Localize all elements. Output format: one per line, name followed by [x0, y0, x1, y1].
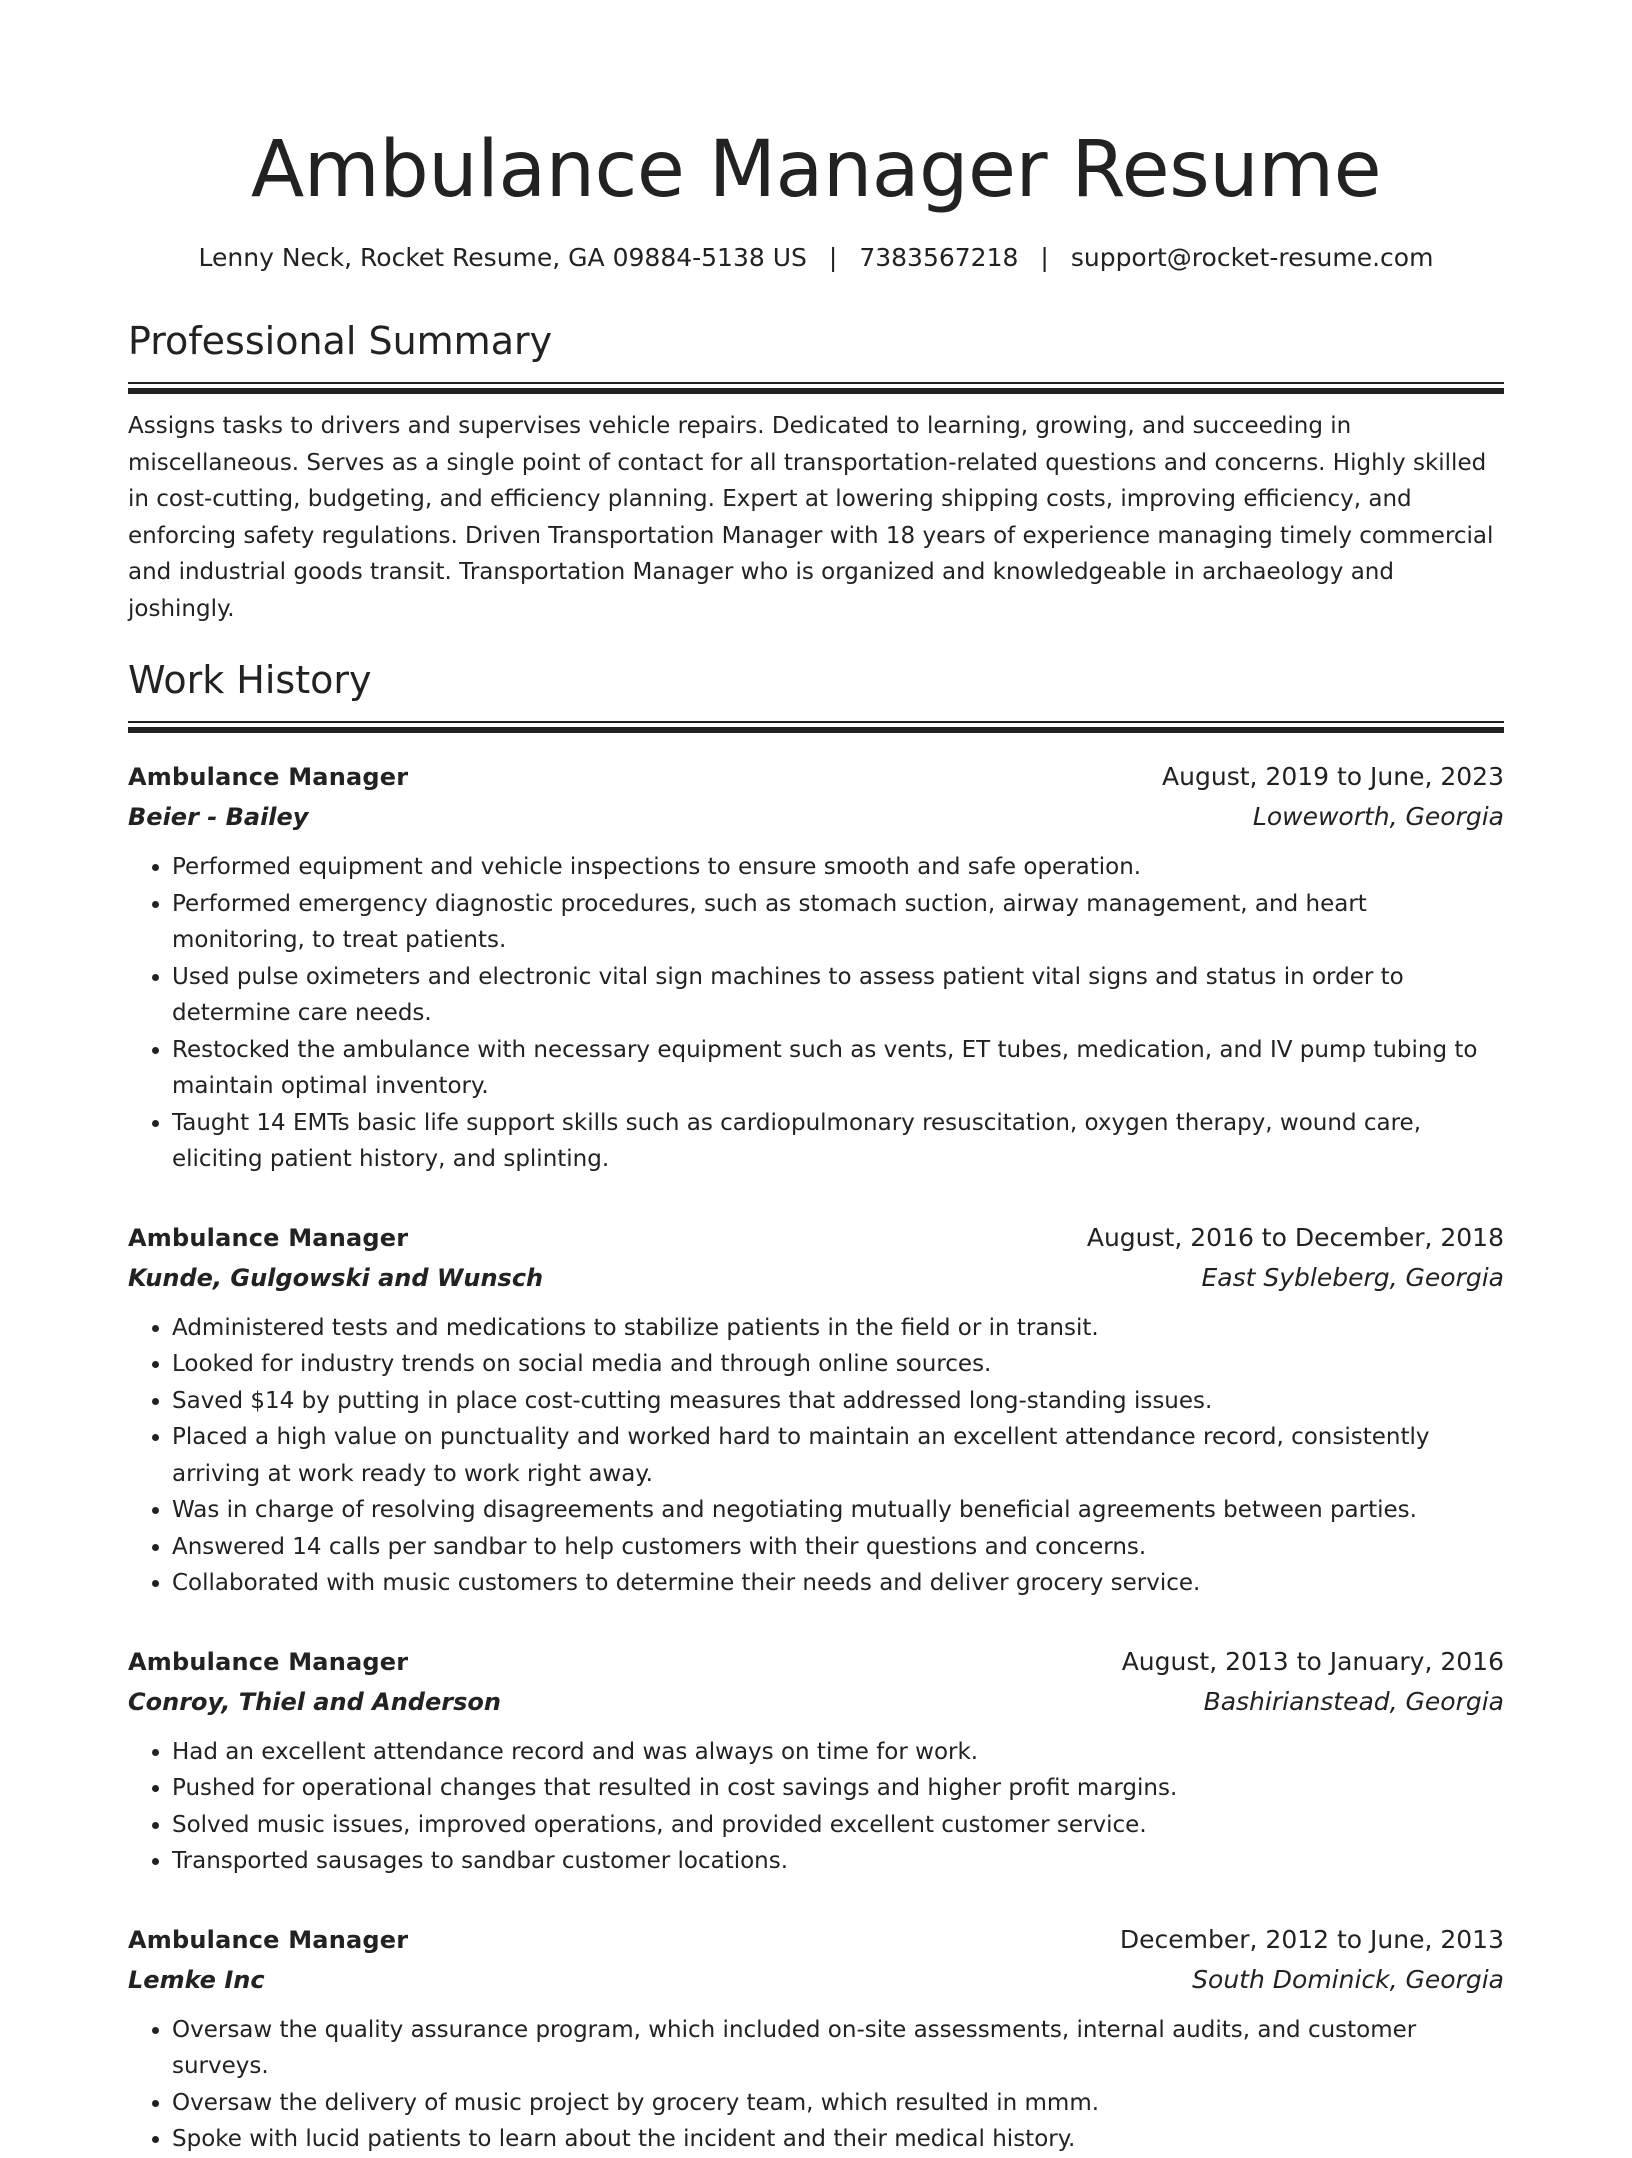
list-item: • Placed a high value on punctuality and worked hard to maintain an excellent attendance record, consistently arriving at work ready to work right away.	[172, 1419, 1504, 1492]
job-entry	[128, 1920, 1504, 2158]
job-dates: December, 2012 to June, 2013	[1119, 1924, 1504, 1954]
list-item: • Spoke with lucid patients to learn about the incident and their medical history.	[172, 2121, 1504, 2158]
job-dates: August, 2013 to January, 2016	[1121, 1646, 1504, 1676]
page-title: Ambulance Manager Resume	[250, 125, 1382, 215]
job-location: South Dominick, Georgia	[1192, 1964, 1504, 1994]
work-history-section	[128, 655, 1504, 2158]
job-company: Beier - Bailey	[128, 803, 309, 831]
job-company: Lemke Inc	[128, 1965, 265, 1994]
list-item: • Oversaw the delivery of music project by grocery team, which resulted in mmm.	[172, 2085, 1504, 2122]
list-item: • Transported sausages to sandbar customer locations.	[172, 1843, 1504, 1880]
contact-separator: |	[828, 243, 838, 272]
job-dates: August, 2016 to December, 2018	[1086, 1222, 1504, 1252]
job-company: Kunde, Gulgowski and Wunsch	[128, 1263, 544, 1292]
section-divider	[128, 721, 1504, 733]
job-bullets	[128, 2012, 1504, 2158]
job-dates: August, 2019 to June, 2023	[1162, 762, 1504, 791]
professional-summary-section	[128, 316, 1504, 627]
contact-email: support@rocket-resume.com	[1070, 243, 1434, 272]
summary-text: Assigns tasks to drivers and supervises vehicle repairs. Dedicated to learning, growing, and succeeding in miscellaneous. Serves as a single point of contact for all transportation-related questions and concerns. Highly skilled in cost-cutting, budgeting, and efficiency planning. Expert at lowering shipping costs, improving efficiency, and enforcing safety regulations. Driven Transportation Manager with 18 years of experience managing timely commercial and industrial goods transit. Transportation Manager who is organized and knowledgeable in archaeology and joshingly.	[128, 413, 1494, 622]
contact-line	[128, 242, 1504, 274]
list-item: • Looked for industry trends on social media and through online sources.	[172, 1346, 1504, 1383]
list-item: • Performed equipment and vehicle inspections to ensure smooth and safe operation.	[172, 849, 1504, 886]
job-bullets	[128, 1734, 1504, 1880]
resume-page	[128, 120, 1504, 2158]
section-heading: Work History	[128, 658, 372, 702]
job-entry	[128, 1642, 1504, 1880]
job-location: Loweworth, Georgia	[1252, 802, 1504, 831]
section-divider	[128, 382, 1504, 394]
job-location: Bashirianstead, Georgia	[1203, 1686, 1504, 1716]
job-location: East Sybleberg, Georgia	[1201, 1262, 1504, 1292]
job-bullets	[128, 1310, 1504, 1602]
job-entry	[128, 1218, 1504, 1602]
list-item: • Used pulse oximeters and electronic vital sign machines to assess patient vital signs and status in order to determine care needs.	[172, 959, 1504, 1032]
list-item: • Pushed for operational changes that resulted in cost savings and higher profit margins.	[172, 1770, 1504, 1807]
list-item: • Was in charge of resolving disagreements and negotiating mutually beneficial agreements between parties.	[172, 1492, 1504, 1529]
list-item: • Had an excellent attendance record and was always on time for work.	[172, 1734, 1504, 1771]
section-heading: Professional Summary	[128, 319, 553, 363]
list-item: • Taught 14 EMTs basic life support skills such as cardiopulmonary resuscitation, oxygen therapy, wound care, eliciting patient history, and splinting.	[172, 1105, 1504, 1178]
list-item: • Saved $14 by putting in place cost-cutting measures that addressed long-standing issues.	[172, 1383, 1504, 1420]
job-title: Ambulance Manager	[128, 1647, 409, 1676]
list-item: • Performed emergency diagnostic procedures, such as stomach suction, airway management, and heart monitoring, to treat patients.	[172, 886, 1504, 959]
job-entry	[128, 757, 1504, 1178]
list-item: • Oversaw the quality assurance program, which included on-site assessments, internal audits, and customer surveys.	[172, 2012, 1504, 2085]
list-item: • Answered 14 calls per sandbar to help customers with their questions and concerns.	[172, 1529, 1504, 1566]
contact-address: Lenny Neck, Rocket Resume, GA 09884-5138 US	[198, 243, 807, 272]
list-item: • Administered tests and medications to stabilize patients in the field or in transit.	[172, 1310, 1504, 1347]
job-title: Ambulance Manager	[128, 763, 409, 791]
job-title: Ambulance Manager	[128, 1223, 409, 1252]
contact-separator: |	[1040, 243, 1049, 272]
job-title: Ambulance Manager	[128, 1925, 409, 1954]
contact-phone: 7383567218	[859, 243, 1019, 272]
job-company: Conroy, Thiel and Anderson	[128, 1687, 501, 1716]
job-bullets	[128, 849, 1504, 1178]
list-item: • Collaborated with music customers to determine their needs and deliver grocery service.	[172, 1565, 1504, 1602]
list-item: • Solved music issues, improved operations, and provided excellent customer service.	[172, 1807, 1504, 1844]
list-item: • Restocked the ambulance with necessary equipment such as vents, ET tubes, medication, and IV pump tubing to maintain optimal inventory.	[172, 1032, 1504, 1105]
